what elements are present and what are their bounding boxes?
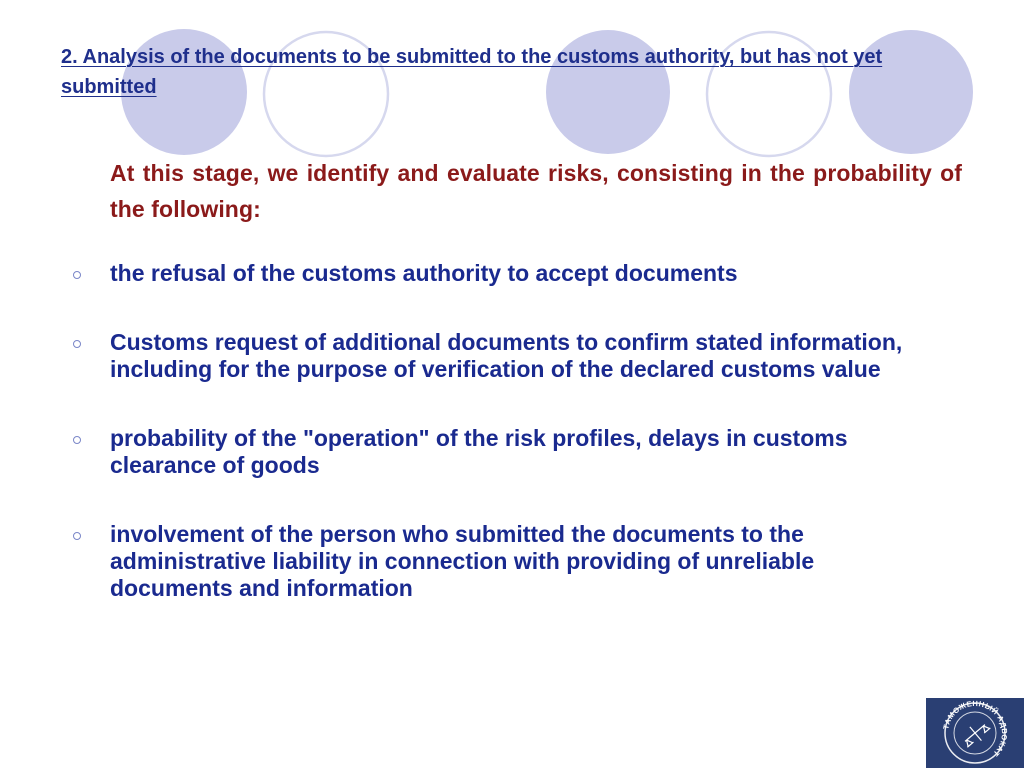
bullet-text: probability of the "operation" of the risk profiles, delays in customs clearance of goods [110, 425, 848, 478]
logo-emblem [926, 698, 1024, 768]
bullet-circle-icon [73, 271, 81, 279]
intro-paragraph: At this stage, we identify and evaluate risks, consisting in the probability of the following: [110, 160, 962, 222]
bullet-text: the refusal of the customs authority to accept documents [110, 260, 738, 286]
bullet-item [0, 260, 930, 287]
bullet-circle-icon [73, 340, 81, 348]
customs-advocate-logo [926, 698, 1024, 768]
bullet-circle-icon [73, 436, 81, 444]
bullet-item [0, 425, 930, 479]
bullet-item [0, 521, 930, 602]
bullet-circle-icon [73, 532, 81, 540]
bullet-list [0, 260, 1024, 644]
slide-title [61, 42, 961, 102]
bullet-text: Customs request of additional documents to confirm stated information, including for the purpose of verification of the declared customs value [110, 329, 903, 382]
slide-title-text: 2. Analysis of the documents to be submitted to the customs authority, but has not yet submitted [61, 46, 883, 98]
bullet-item [0, 329, 930, 383]
svg-text:ТАМОЖЕННЫЙ АДВОКАТ: ТАМОЖЕННЫЙ АДВОКАТ [941, 698, 1010, 759]
scales-of-justice-icon [958, 717, 993, 750]
bullet-text: involvement of the person who submitted the documents to the administrative liability in connection with providing of unreliable documents and information [110, 521, 815, 601]
